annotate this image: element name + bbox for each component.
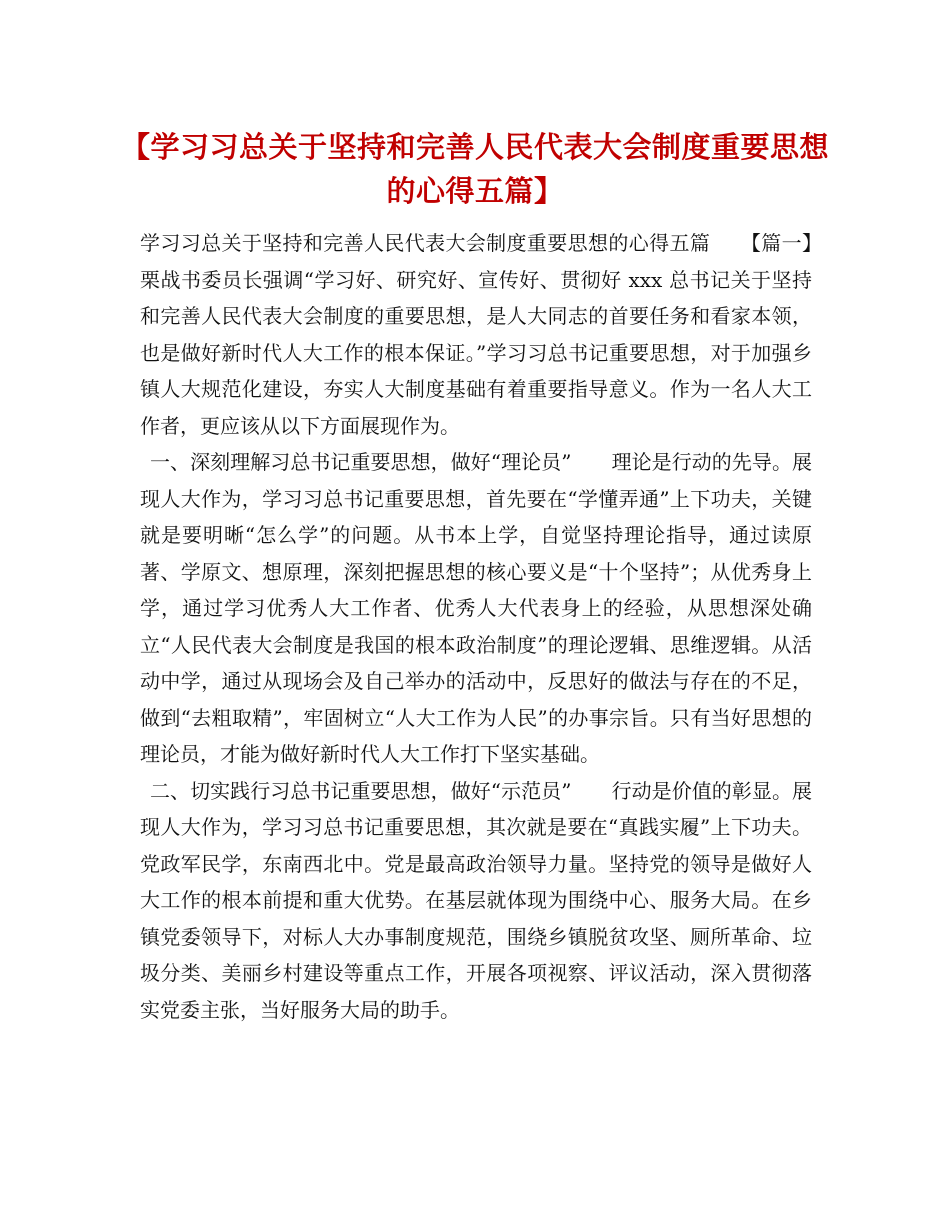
intro-paragraph: 学习习总关于坚持和完善人民代表大会制度重要思想的心得五篇 【篇一】 栗战书委员长强调“学习好、研究好、宣传好、贯彻好 xxx 总书记关于坚持和完善人民代表大会制度的重要思想，是人大同志的首要任务和看家本领，也是做好新时代人大工作的根本保证。”学习习总书记重要思想，对于加强乡镇人大规范化建设，夯实人大制度基础有着重要指导意义。作为一名人大工作者，更应该从以下方面展现作为。 [140, 231, 832, 438]
section-one-paragraph: 一、深刻理解习总书记重要思想，做好“理论员” 理论是行动的先导。展现人大作为，学习习总书记重要思想，首先要在“学懂弄通”上下功夫，关键就是要明晰“怎么学”的问题。从书本上学，自觉坚持理论指导，通过读原著、学原文、想原理，深刻把握思想的核心要义是“十个坚持”；从优秀身上学，通过学习优秀人大工作者、优秀人大代表身上的经验，从思想深处确立“人民代表大会制度是我国的根本政治制度”的理论逻辑、思维逻辑。从活动中学，通过从现场会及自己举办的活动中，反思好的做法与存在的不足，做到“去粗取精”，牢固树立“人大工作为人民”的办事宗旨。只有当好思想的理论员，才能为做好新时代人大工作打下坚实基础。 [140, 450, 812, 766]
section-two-paragraph: 二、切实践行习总书记重要思想，做好“示范员” 行动是价值的彰显。展现人大作为，学习习总书记重要思想，其次就是要在“真践实履”上下功夫。党政军民学，东南西北中。党是最高政治领导力量。坚持党的领导是做好人大工作的根本前提和重大优势。在基层就体现为围绕中心、服务大局。在乡镇党委领导下，对标人大办事制度规范，围绕乡镇脱贫攻坚、厕所革命、垃圾分类、美丽乡村建设等重点工作，开展各项视察、评议活动，深入贯彻落实党委主张，当好服务大局的助手。 [140, 778, 812, 1022]
document-body [140, 225, 832, 1028]
document-title: 【学习习总关于坚持和完善人民代表大会制度重要思想的心得五篇】 [120, 130, 829, 208]
